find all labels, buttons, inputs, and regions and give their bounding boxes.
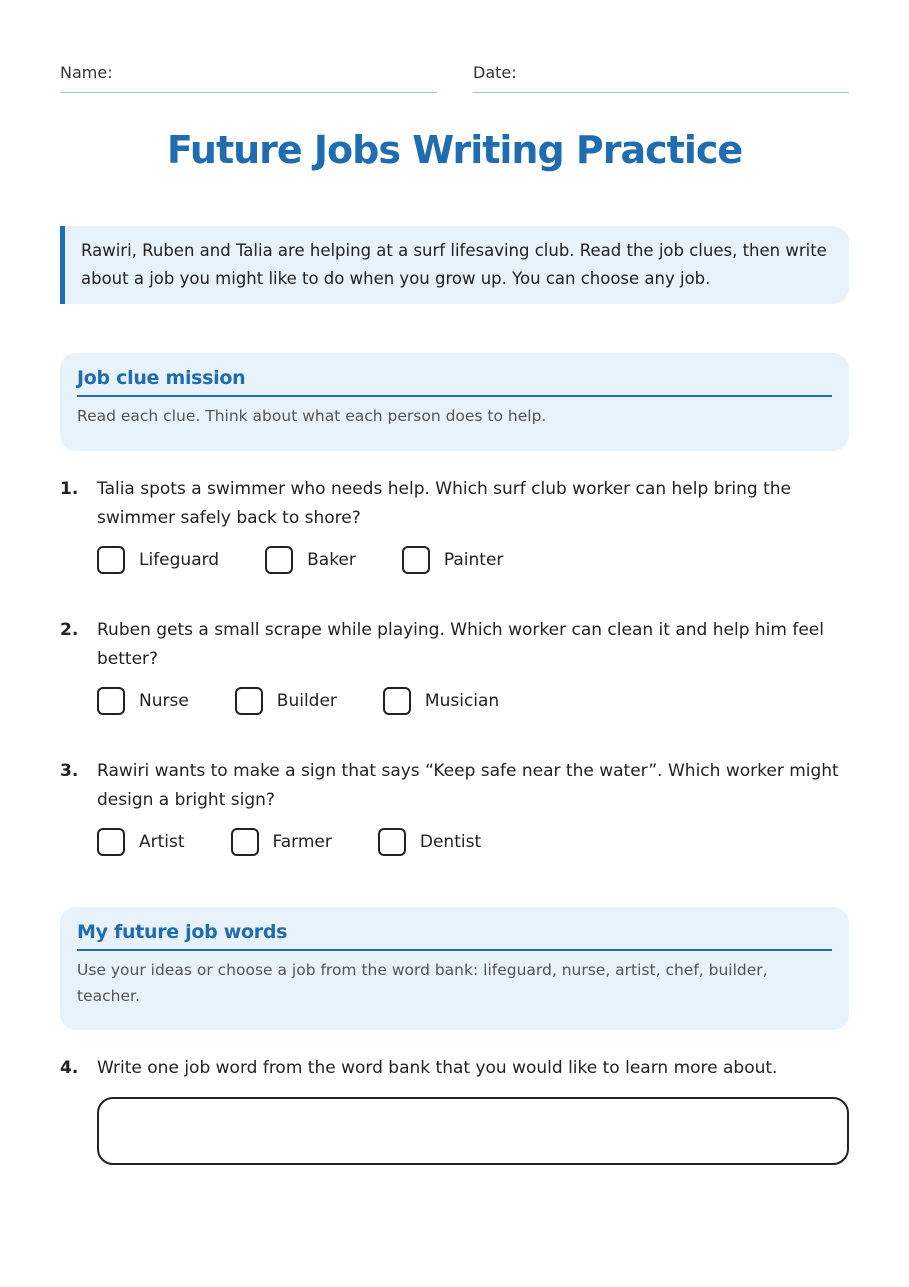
section-heading: My future job words [77,921,832,951]
section-heading: Job clue mission [77,367,832,397]
checkbox[interactable] [97,687,125,715]
option-musician[interactable] [383,687,499,715]
name-date-row [60,62,849,92]
option-label: Musician [424,691,500,711]
section-instructions: Read each clue. Think about what each person does to help. [77,407,547,425]
answer-options [97,687,545,715]
checkbox[interactable] [97,546,125,574]
option-nurse[interactable] [97,687,189,715]
option-painter[interactable] [402,546,504,574]
job-clue-section [60,353,849,451]
option-artist[interactable] [97,828,185,856]
name-label: Name: [60,63,113,82]
option-label: Builder [276,691,337,711]
option-dentist[interactable] [378,828,481,856]
checkbox[interactable] [383,687,411,715]
question-number: 4. [60,1058,79,1078]
option-label: Nurse [139,691,189,711]
checkbox[interactable] [97,828,125,856]
option-label: Artist [139,832,185,852]
option-baker[interactable] [265,546,356,574]
answer-options [97,546,549,574]
checkbox[interactable] [235,687,263,715]
checkbox[interactable] [265,546,293,574]
option-label: Baker [307,550,356,570]
name-field[interactable] [60,62,437,93]
question-text: Talia spots a swimmer who needs help. Which surf club worker can help bring the swimmer safely back to shore? [97,479,792,528]
page-title: Future Jobs Writing Practice [166,128,743,172]
question-number: 2. [60,620,79,640]
question-number: 3. [60,761,79,781]
answer-input-box[interactable] [97,1097,849,1165]
question-number: 1. [60,479,79,499]
option-label: Lifeguard [139,550,220,570]
answer-options [97,828,527,856]
checkbox[interactable] [231,828,259,856]
date-field[interactable] [473,62,849,93]
future-job-words-section [60,907,849,1030]
option-lifeguard[interactable] [97,546,219,574]
option-label: Farmer [272,832,332,852]
section-instructions: Use your ideas or choose a job from the word bank: lifeguard, nurse, artist, chef, builder, teacher. [77,961,768,1005]
question-text: Ruben gets a small scrape while playing. Which worker can clean it and help him feel better? [97,620,824,669]
question-text: Rawiri wants to make a sign that says “Keep safe near the water”. Which worker might design a bright sign? [97,761,839,810]
option-farmer[interactable] [231,828,332,856]
checkbox[interactable] [378,828,406,856]
intro-callout: Rawiri, Ruben and Talia are helping at a surf lifesaving club. Read the job clues, then write about a job you might like to do when you grow up. You can choose any job. [60,226,849,304]
option-label: Painter [443,550,504,570]
question-text: Write one job word from the word bank that you would like to learn more about. [97,1058,778,1078]
checkbox[interactable] [402,546,430,574]
option-label: Dentist [419,832,482,852]
date-label: Date: [473,63,517,82]
option-builder[interactable] [235,687,337,715]
